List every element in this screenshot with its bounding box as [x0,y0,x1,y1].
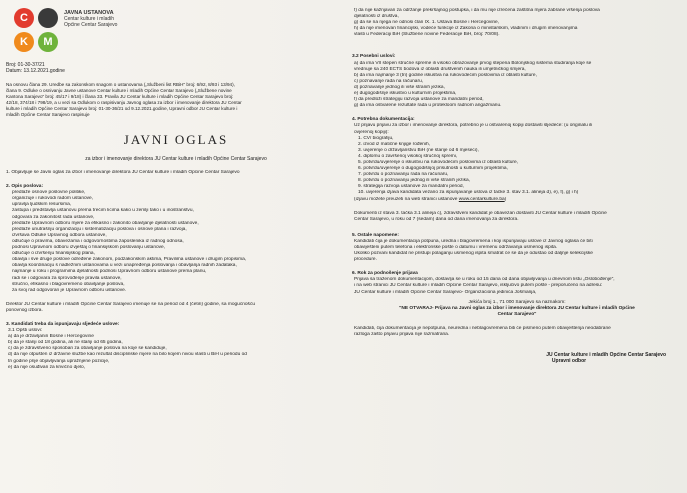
logo [14,8,58,52]
document-item: 4. diplomu o završenoj visokoj stručnoj spremi, [358,153,458,159]
section-4-heading: 4. Potrebna dokumentacija: [352,117,415,123]
download-note-prefix: (izjavu možete preuzeti na web stranici ustanove [354,196,459,202]
left-column [6,6,346,371]
duty-item: predlaže unutrašnju organizaciju i sistematizaciju poslova i osnove plana i razvoja, [12,226,187,232]
duty-item: za svoj rad odgovoran je Upravnom odboru ustanove. [12,287,127,293]
document-item: 3. uvjerenje o državljanstvu BiH (ne starije od 6 mjeseci), [358,147,479,153]
special-condition: d) poznavanje jednog ili više stranih jezika, [354,84,445,90]
section-2-heading: 2. Opis poslova: [6,184,44,190]
special-condition: g) da ima ostvarene rezultate rada u protekloom radnom angažmanu. [354,103,502,109]
document-item: 8. potvrdu o poznavanju jednog ili više stranih jezika, [358,178,470,184]
duty-item: predlaže Upravnom odboru mjere za efikasno i zakonito obavljanje djelatnosti ustanove, [12,220,199,226]
condition-item: c) da je zdravstveno sposoban za obavljanje poslova na koje se kandiduje, [8,346,167,352]
mailing-address: Jekića broj 1., 71 000 Sarajevo sa naznakom: [468,299,566,305]
section-3-2 [352,54,682,109]
special-condition: e) dugogodišnje iskustvo u kulturnim projektima, [354,91,457,97]
special-condition: vrednuje sa 240 ECTS bodova iz oblasti društvenih nauka ili umjetničkog smjera, [354,66,526,72]
section-6-closing: Kandidati, čija dokumentacija je nepotpuna, neuredna i neblagovremena biti će pismeno putem obavještenja neodabrane [354,325,611,331]
logo-dot-k: K [14,32,34,52]
section-4b-line: Centar Sarajevo, u roku od 7 (sedam) dana od dana imenovanja za direktora. [354,216,519,222]
section-4b [352,211,682,223]
duty-item: odgovara za zakonitost rada ustanove, [12,214,95,220]
document-item: 5. potvrdu/uvjerenje o iskustvu na rukovodećim poslovima iz oblasti kulture, [358,159,518,165]
document-item: 9. strategija razvoja ustanove za mandatni period, [358,184,464,190]
header [6,6,346,58]
special-condition: f) da predloži strategiju razvoja ustanove za mandatni period, [354,97,484,103]
logo-dot-m: M [38,32,58,52]
section-4b-line: Dokumenti iz stava 3. tačka 3.1 alineja c), zdravstveni kandidat je obavezan dostaviti JU Centar kulture i mladih Općine [354,210,607,216]
special-condition: a) da ima VII stepen stručne spreme ili visoko obrazovanje prvog stepena Bolonjskog sistema studiranja koje se [354,60,592,66]
condition-item: f) da nije kažnjavan za održanje prekršajnog postupka, i da mu nije izrečena zaštitna mjera zabrane vršenja poslova [354,8,600,13]
section-6-heading: 6. Rok za podnošenje prijava [352,271,418,277]
general-conditions-cont [352,8,682,38]
duty-item: obavlja koordinaciju s nadležnim ustanovama u vezi unapređenja poslovanja i obavljanja radnih zadataka, [12,263,237,269]
section-4 [352,117,682,202]
duty-item: zastupa i predstavlja ustanovu prema trećim licima kako u zemlji tako i u inostranstvu, [12,208,194,214]
duty-item: radi se i odgovara za sprovođenje pravila ustanove, [12,275,122,281]
page-title: JAVNI OGLAS [123,132,229,147]
document-item: 6. potvrdu/uvjerenje o dugogodišnjoj prisutnosti u kulturnim projektima, [358,166,508,172]
download-note [352,197,682,203]
term-text: ponovnog izbora. [6,307,43,313]
section-6-line: i na web stranici JU Centar kulture i mladih Općine Centar Sarajevo, isključivo putem pošte - preporučeno na adresu: [354,283,603,289]
right-column [352,6,682,364]
logo-dot-square [38,8,58,28]
section-5-line: obaviješteni putem telefona i elektronske pošte o datumu i vremenu održavanja usmenog ispita. [354,245,558,250]
section-6 [352,271,682,338]
section-5-heading: 5. Ostale napomene: [352,232,399,238]
document-item: 1. CV/ biografiju, [358,135,394,141]
section-1-text: 1. Objavljuje se Javni oglas za izbor i imenovanje direktora JU Centar kulture i mladih Općine Centar Sarajevo [6,170,240,175]
signature-block [352,352,682,364]
condition-item: vlasti u Federaciji BiH (Službene novine Federacije BiH, broj: 70/08). [354,32,500,38]
duty-item: organizuje i rukovodi radom ustanove, [12,196,94,202]
page-subtitle: za izbor i imenovanje direktora JU Centar kulture i mladih Općine Centar Sarajevo [85,156,267,162]
duty-item: stručno, efikasno i blagovremeno obavljanje poslova, [12,281,125,287]
intro-paragraph [6,82,346,118]
section-1 [6,170,346,176]
document-item: 7. potvrdu o poznavanju rada na računaru, [358,172,449,178]
section-3-2-heading: 3.2 Posebni uslovi: [352,54,396,60]
condition-item: a) da je državljanin Bosne i Hercegovine [8,334,94,340]
intro-line: mladih Općine Centar Sarajevo raspisuje [6,112,90,117]
section-6-closing: razloga zašto prijavu prijava nije razmatrana. [354,332,450,338]
condition-item: djelatnosti iz društva, [354,14,399,20]
intro-line: člana 9. Odluke o osnivanju Javne ustanove Centar kulture i mladih Općine Centar Sarajevo („Službene novine [6,88,232,93]
section-6-line: Prijava sa traženom dokumentacijom, dostavlja se u roku od 15 dana od dana objavljivanja u dnevnom listu „Oslobođenje", [354,277,615,283]
special-condition: c) poznavanje rada na računaru, [354,78,424,84]
section-5-line: procedure. [354,257,377,263]
section-5-line: Kandidati čija je dokumentacija potpuna, uredna i blagovremena i koji ispunjavaju uslove iz Javnog oglasa će biti [354,238,593,244]
condition-item: b) da je stariji od 18 godina, ali ne stariji od 65 godina, [8,340,123,346]
duty-item: obavlja i sve druge poslove određene zakonom, podzakonskim aktima, Pravilima ustanove i drugim propisima, [12,257,247,263]
condition-item: tri godine prije objavljivanja upražnjene pozicije, [8,358,110,364]
document-number: Broj: 01-30-37/21 [6,62,45,68]
duty-item: upravlja ljudskim resursima, [12,202,72,208]
org-name [64,10,117,28]
org-line-2: Centar kulture i mladih [64,16,115,22]
condition-item: h) da nije imenovan financijski, vodeće funkcije iz Zakona o ministarskim, vladinim i drugim imenovanjima [354,26,578,32]
section-4-intro: ovjerenoj kopiji): [354,129,389,135]
condition-item: g) da se na njega ne odnosi član IX. 1. Ustava Bosne i Hercegovine, [354,20,500,26]
intro-line: kulture i mladih Općine Centar Sarajevo broj: 01-30-36/21 od 9.12.2021.godine, Upravni odbor JU Centar kulture i [6,106,238,111]
intro-line: 42/18, 374/18 i 798/19, a u vezi sa Odlukom o raspisivanju Javnog oglasa za izbor i imenovanje direktora JU Centar [6,100,242,105]
org-line-3: Općine Centar Sarajevo [64,22,118,28]
section-2 [6,184,346,314]
condition-item: e) da nije osuđivan za krivično djelo, [8,364,86,370]
duty-item: podnosi Upravnom odboru izvještaj o finansijskom poslovanju ustanove, [12,245,166,251]
section-6-line: JU Centar kulture i mladih Općine Centar Sarajevo- Organizaciona jedinica Jošmanja, [354,289,537,295]
envelope-label: Centar Sarajevo" [497,311,537,317]
duty-item: predlaže osnove poslovne politike, [12,190,86,196]
document-date: Datum: 13.12.2021.godine [6,68,65,74]
duty-item: odlučuje o pravima, obavezama i odgovornostima zaposlenika iz radnog odnosa, [12,238,184,244]
org-line-1: JAVNA USTANOVA [64,10,114,16]
website-link[interactable]: www.centarkulture.ba [458,196,505,202]
logo-dot-c: C [14,8,34,28]
special-condition: b) da ima najmanje 3 (tri) godine iskustva na rukovodećim poslovima iz oblasti kulture, [354,72,537,78]
section-5 [352,233,682,263]
download-note-suffix: ) [504,196,507,202]
envelope-label: "NE OTVARAJ- Prijava na Javni oglas za izbor i imenovanje direktora JU Centar kulture i mladih Općine [399,305,635,311]
section-3-sub: 3.1 Opšti uslovi: [8,328,43,334]
duty-item: odlučuje o izvršenju finansijskog plana, [12,251,95,257]
section-3 [6,322,346,371]
section-4-intro: Uz prijavu prijavu za izbor i imenovanje direktora, potrebno je u ostvarenoj kopiji dostaviti sljedeće: (u originalu ili [354,123,593,129]
duty-item: izvršava Odluke Upravnog odbora ustanove, [12,232,107,238]
intro-line: Kantona Sarajevo" broj: 45/17 i 9/18) i člana 33. Pravila JU Centar kulture i mladih Općine Centar Sarajevo broj: [6,94,234,99]
condition-item: d) da nije otpušten iz državne službe kao rezultat disciplinske mjere na bilo kojem nivou vlasti u BiH u periodu od [8,352,247,358]
section-5-line: Ukoliko pozvani kandidat ne pristupi polaganju usmenog ispita smatrat će se da je odustao od daljnje selekcijske [354,251,593,257]
signature-org: JU Centar kulture i mladih Općine Centar Sarajevo [546,352,666,359]
intro-line: Na osnovu člana 29. Uredbe sa zakonskom snagom o ustanovama („Službeni list RBiH" broj: 6/92, 8/93 i 13/94), [6,82,235,87]
document-item: 2. izvod iz matične knjige rođenih, [358,141,430,147]
document-meta [6,62,346,74]
section-3-heading: 3. Kandidati treba da ispunjavaju sljedeće uslove: [6,321,120,327]
duty-item: najmanje u roku i programima djelatnosti podnosi Upravnom odboru ustanove prema planu, [12,269,207,275]
signature-board: Upravni odbor [551,358,587,365]
term-text: Direktor JU Centar kulture i mladih Općine Centar Sarajevo imenuje se na period od 4 (četiri) godine, sa mogućnošću [6,301,256,307]
document-item: 10. uvjerenja izjava kandidata vezano za ispunjavanje uslova iz tačke 3. stav 3.1. alineja d), e), f), g) i h) [358,190,579,196]
